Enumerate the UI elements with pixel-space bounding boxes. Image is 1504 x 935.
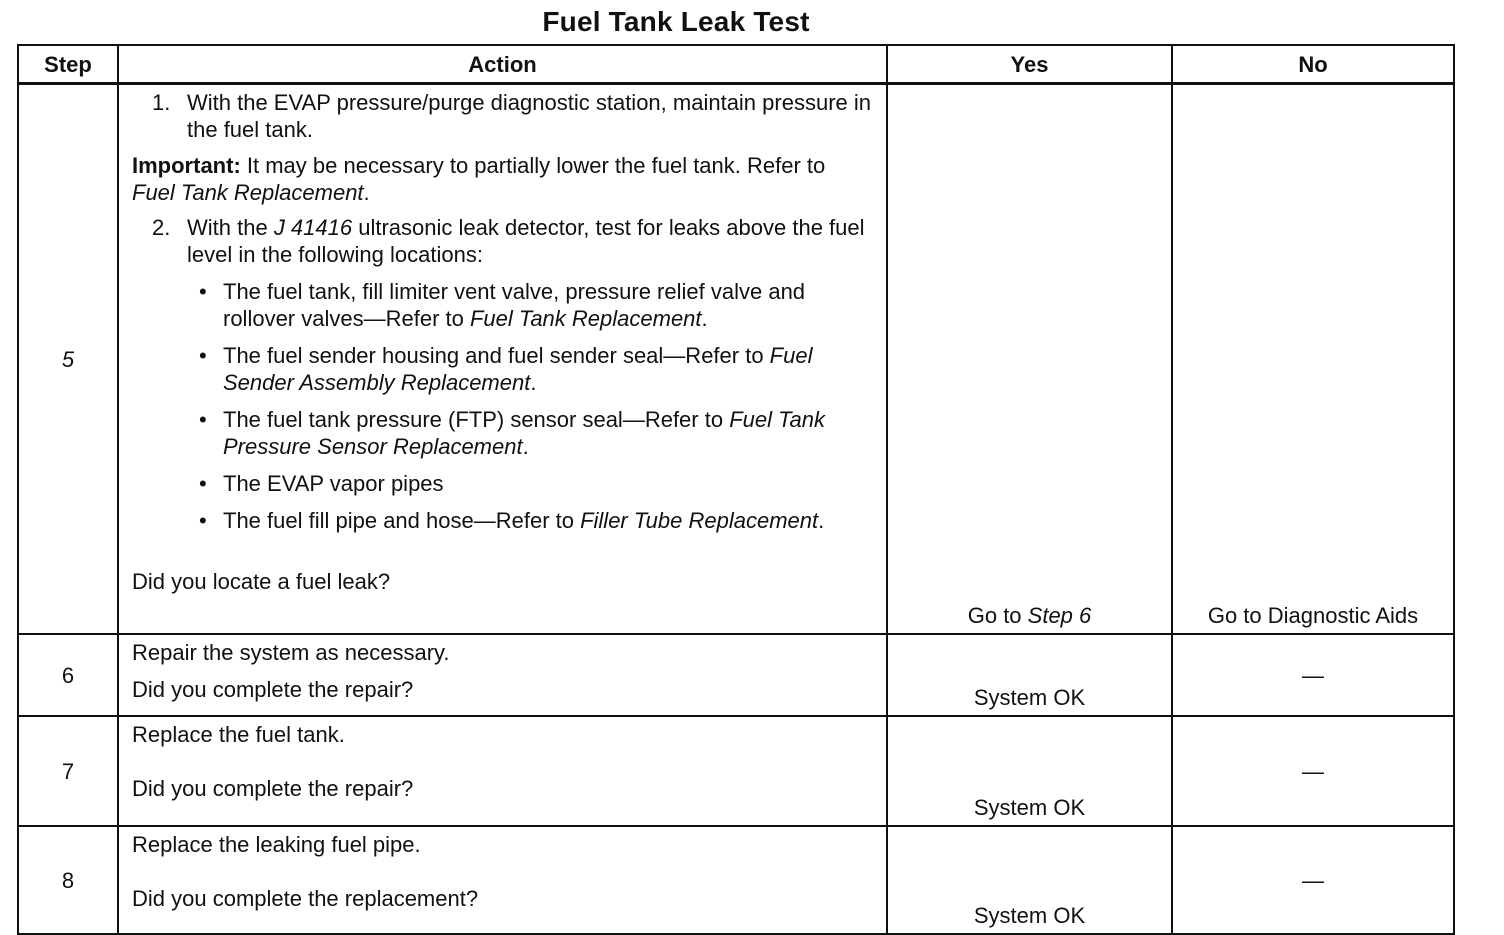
action-text: Repair the system as necessary. <box>132 640 450 665</box>
bullet-icon: • <box>199 471 207 496</box>
question-text: Did you complete the repair? <box>132 776 414 801</box>
numbered-item-1 <box>152 89 874 143</box>
spacer <box>132 748 874 775</box>
bullet-text <box>223 406 874 460</box>
item-text <box>187 214 874 268</box>
bullet-text-part: The fuel sender housing and fuel sender seal—Refer to <box>223 343 770 368</box>
reference-link: Fuel Tank Pressure Sensor Replacement <box>223 407 826 459</box>
bullet-item <box>199 342 874 396</box>
no-cell: — <box>1172 826 1454 934</box>
tool-number: J 41416 <box>273 215 353 240</box>
punctuation: . <box>522 434 529 459</box>
yes-cell: System OK <box>887 826 1172 934</box>
punctuation: . <box>701 306 708 331</box>
step-number: 6 <box>18 634 118 716</box>
yes-text: Go to <box>967 603 1028 628</box>
numbered-item-2 <box>152 214 874 268</box>
table-row-step-5 <box>18 84 1454 635</box>
bullet-icon: • <box>199 279 207 304</box>
step-number: 5 <box>18 84 118 635</box>
item-text-part: ultrasonic leak detector, test for leaks above the fuel level in the following locations: <box>187 215 865 267</box>
step-reference: Step 6 <box>1027 603 1092 628</box>
question-text: Did you locate a fuel leak? <box>132 569 391 594</box>
reference-link: Fuel Tank Replacement <box>469 306 702 331</box>
bullet-item <box>199 507 874 534</box>
bullet-text-part: The fuel tank, fill limiter vent valve, pressure relief valve and rollover valves—Refer to <box>223 279 806 331</box>
table-row-step-8 <box>18 826 1454 934</box>
action-cell <box>118 716 887 826</box>
page-title: Fuel Tank Leak Test <box>542 6 810 37</box>
action-cell <box>118 634 887 716</box>
action-cell <box>118 826 887 934</box>
bullet-item <box>199 470 874 497</box>
bullet-item <box>199 406 874 460</box>
bullet-text-part: The fuel tank pressure (FTP) sensor seal—Refer to <box>223 407 730 432</box>
question-text: Did you complete the repair? <box>132 677 414 702</box>
spacer <box>132 858 874 885</box>
action-text: Replace the fuel tank. <box>132 722 345 747</box>
bullet-icon: • <box>199 508 207 533</box>
leak-test-table <box>17 44 1455 935</box>
no-cell: — <box>1172 716 1454 826</box>
bullet-text-part: The fuel fill pipe and hose—Refer to <box>223 508 581 533</box>
table-header-row <box>18 45 1454 84</box>
header-action: Action <box>118 45 887 84</box>
bullet-text <box>223 470 874 497</box>
bullet-text-part: The EVAP vapor pipes <box>223 471 444 496</box>
action-text: Replace the leaking fuel pipe. <box>132 832 421 857</box>
punctuation: . <box>818 508 825 533</box>
step-number: 7 <box>18 716 118 826</box>
table-row-step-7 <box>18 716 1454 826</box>
header-no: No <box>1172 45 1454 84</box>
important-text: It may be necessary to partially lower the fuel tank. Refer to <box>240 153 826 178</box>
yes-cell: System OK <box>887 634 1172 716</box>
important-label: Important: <box>132 153 241 178</box>
item-text: With the EVAP pressure/purge diagnostic station, maintain pressure in the fuel tank. <box>187 90 871 142</box>
question-text: Did you complete the replacement? <box>132 886 479 911</box>
yes-cell <box>887 84 1172 635</box>
bullet-text <box>223 507 874 534</box>
header-step: Step <box>18 45 118 84</box>
punctuation: . <box>530 370 537 395</box>
bullet-text <box>223 342 874 396</box>
bullet-text <box>223 278 874 332</box>
yes-cell: System OK <box>887 716 1172 826</box>
item-number: 1. <box>152 90 171 115</box>
reference-link: Fuel Tank Replacement <box>132 180 364 205</box>
table-row-step-6 <box>18 634 1454 716</box>
important-note <box>132 152 874 206</box>
bullet-icon: • <box>199 343 207 368</box>
no-cell: Go to Diagnostic Aids <box>1172 84 1454 635</box>
reference-link: Fuel Sender Assembly Replacement <box>223 343 813 395</box>
item-number: 2. <box>152 215 171 240</box>
bullet-icon: • <box>199 407 207 432</box>
reference-link: Filler Tube Replacement <box>580 508 819 533</box>
action-cell <box>118 84 887 635</box>
spacer <box>132 666 874 676</box>
item-text-part: With the <box>187 215 274 240</box>
no-cell: — <box>1172 634 1454 716</box>
header-yes: Yes <box>887 45 1172 84</box>
punctuation: . <box>363 180 370 205</box>
step-number: 8 <box>18 826 118 934</box>
bullet-item <box>199 278 874 332</box>
